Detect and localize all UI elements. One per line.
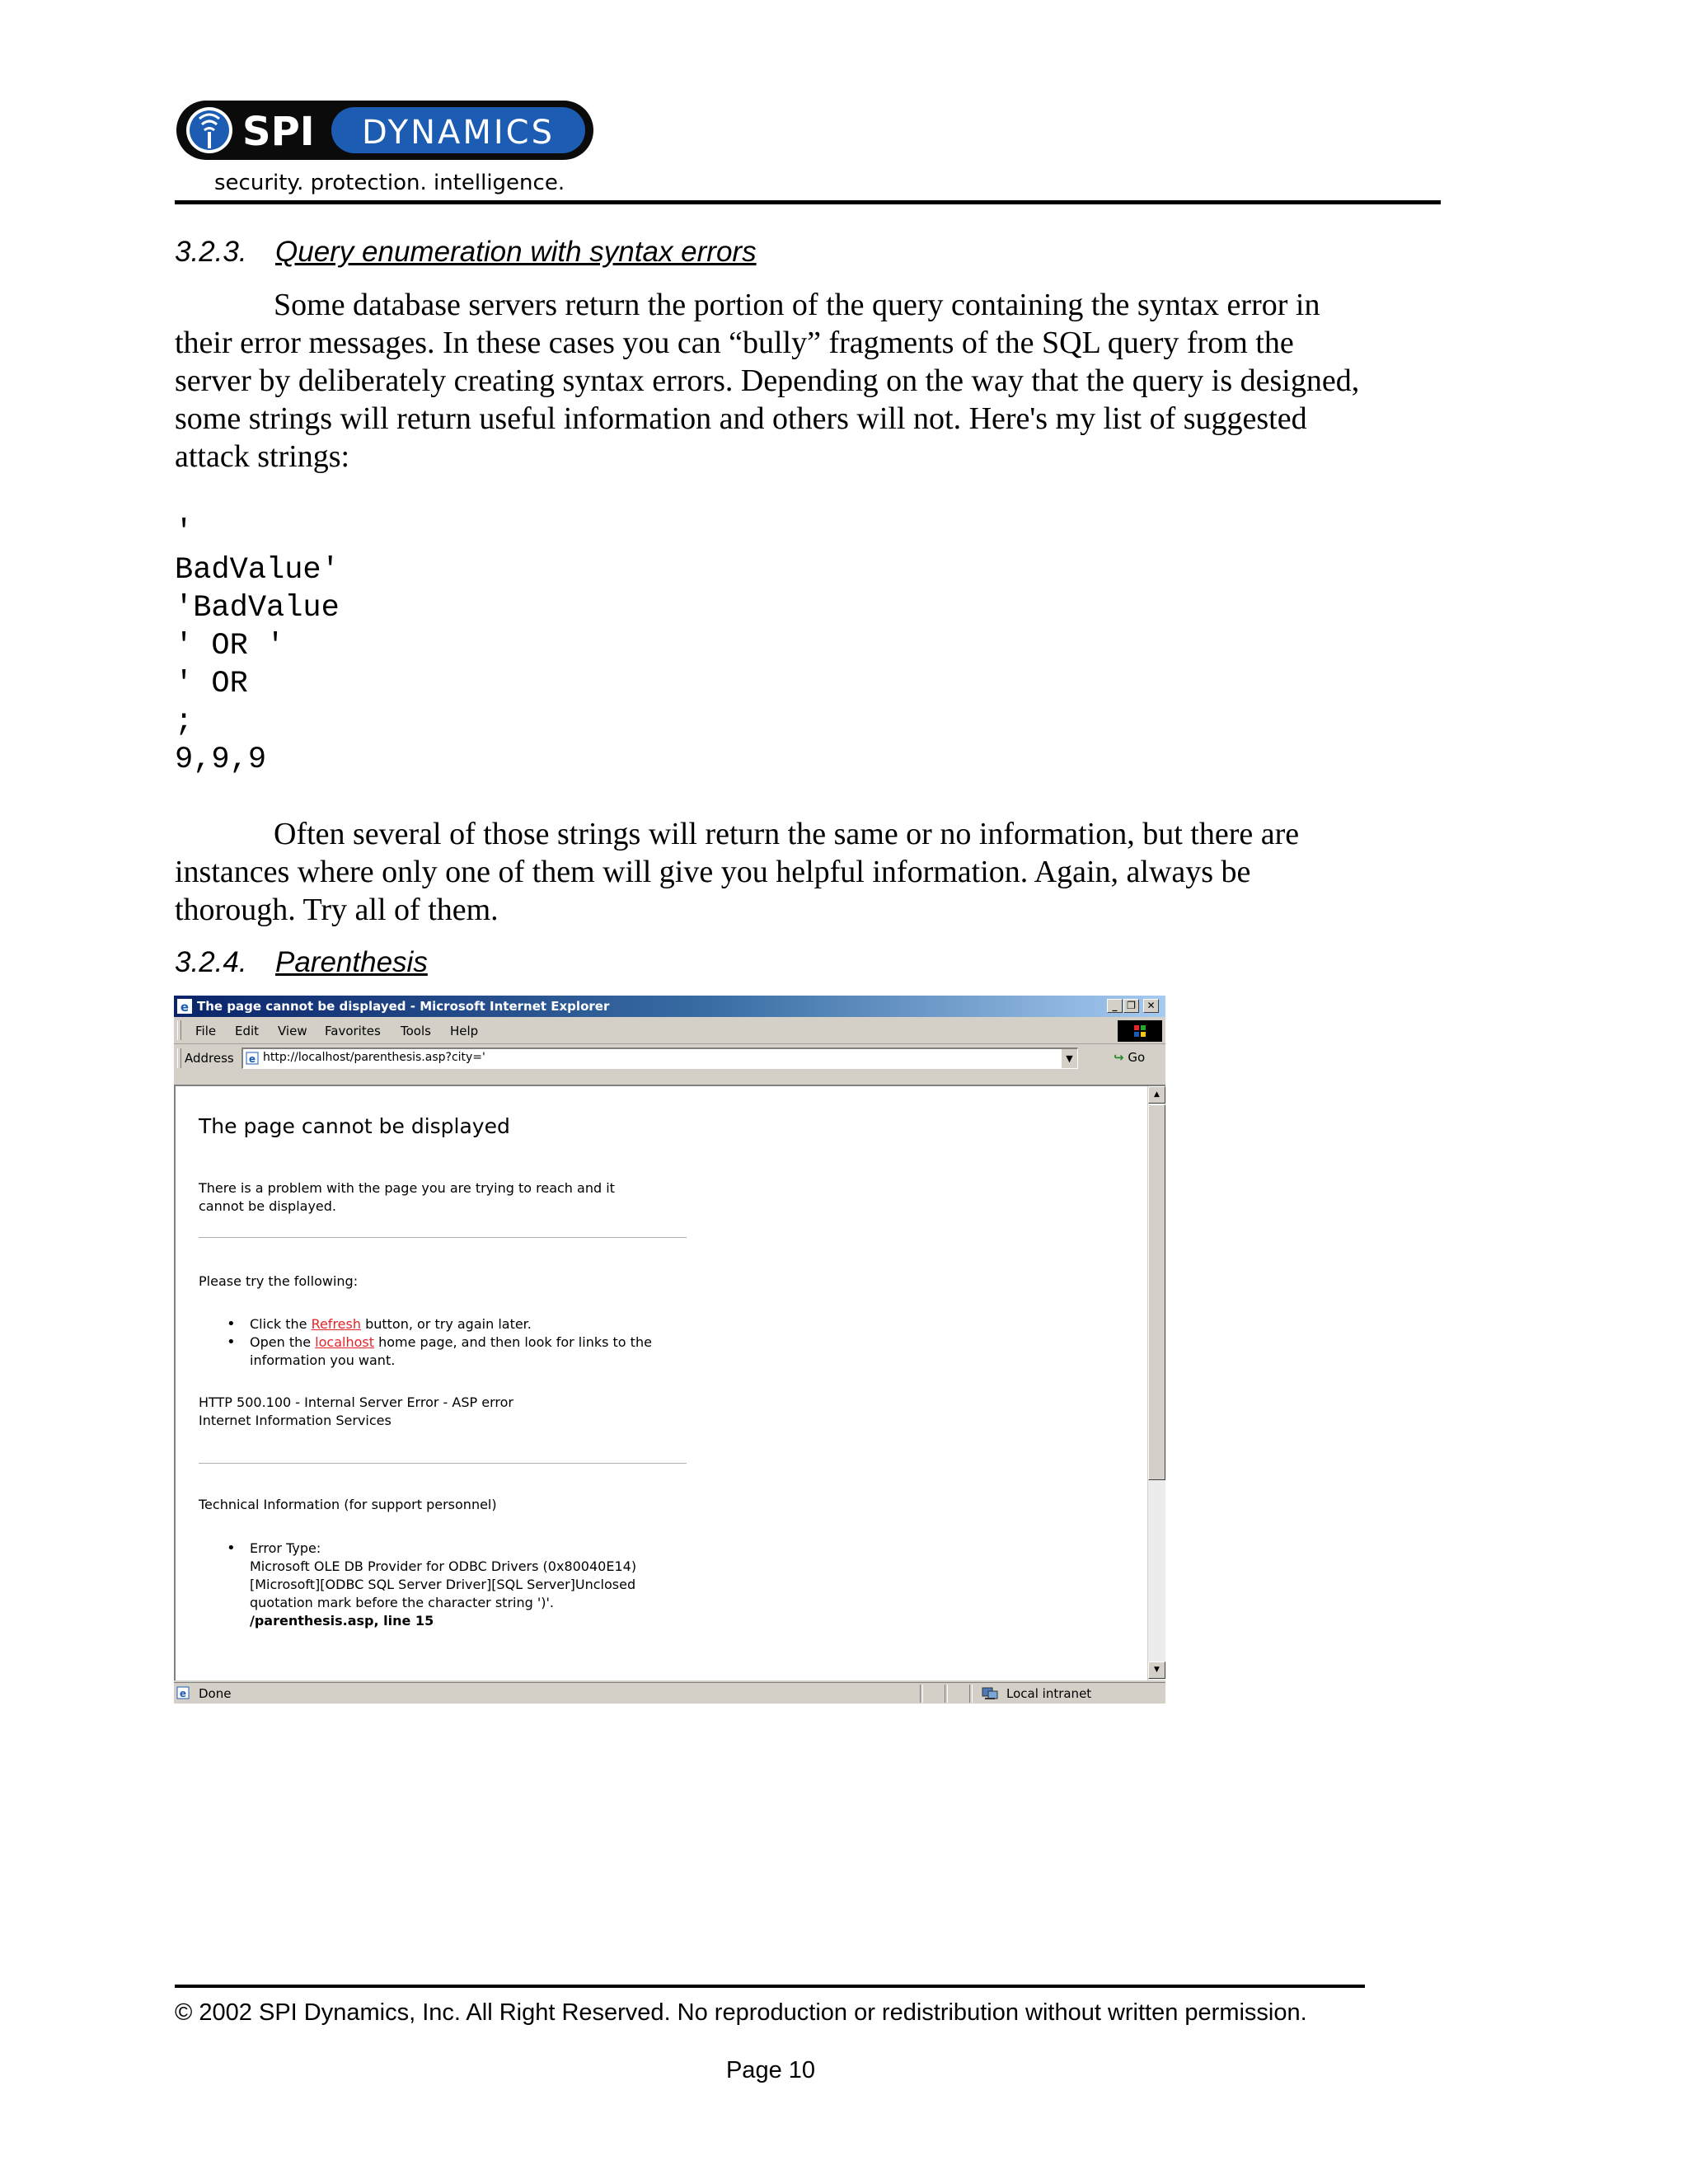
tech-info-heading: Technical Information (for support personnel) [199,1497,497,1512]
bullet-refresh [250,1315,532,1333]
error-type-label: Error Type: [250,1540,321,1556]
windows-logo-icon [1118,1020,1162,1042]
address-url: http://localhost/parenthesis.asp?city=' [263,1051,485,1064]
bullet-icon: • [227,1315,236,1333]
attack-string: 9,9,9 [175,743,267,777]
scroll-thumb[interactable] [1148,1104,1165,1480]
footer-copyright: © 2002 SPI Dynamics, Inc. All Right Reserved. No reproduction or redistribution without written permission. [175,1999,1307,2026]
attack-string: 'BadValue [175,591,340,626]
svg-text:e: e [179,1688,187,1699]
vertical-scrollbar[interactable] [1147,1086,1165,1680]
menu-view[interactable]: View [278,1024,307,1038]
paragraph-syntax-errors [175,286,1359,476]
paragraph-line: Some database servers return the portion of the query containing the syntax error in [274,288,1320,322]
logo-dynamics-text: DYNAMICS [362,114,555,152]
status-separator [969,1685,973,1703]
section-heading-324 [175,946,428,979]
error-divider [199,1237,687,1238]
menu-tools[interactable]: Tools [401,1024,431,1038]
error-page-heading: The page cannot be displayed [199,1114,510,1138]
bullet-text: Click the [250,1316,312,1332]
attack-string: BadValue' [175,553,340,588]
page-done-icon [176,1686,190,1699]
bullet-localhost [250,1333,652,1352]
paragraph-try-all [175,815,1299,929]
paragraph-line: their error messages. In these cases you can “bully” fragments of the SQL query from the [175,326,1294,360]
close-button[interactable]: ✕ [1143,999,1159,1013]
error-location: /parenthesis.asp, line 15 [250,1613,434,1629]
toolbar-grip [177,1048,181,1068]
page-number: Page 10 [725,2057,816,2083]
menu-bar [174,1017,1165,1044]
page-icon [246,1052,259,1065]
paragraph-line: instances where only one of them will give you helpful information. Again, always be [175,855,1251,889]
svg-text:e: e [180,1000,190,1014]
header-rule [175,200,1441,204]
paragraph-line: some strings will return useful information and others will not. Here's my list of suggested [175,401,1307,436]
bullet-icon: • [227,1540,236,1557]
browser-title: The page cannot be displayed - Microsoft Internet Explorer [197,999,610,1014]
menu-favorites[interactable]: Favorites [325,1024,381,1038]
paragraph-line: Often several of those strings will return the same or no information, but there are [274,817,1300,851]
paragraph-line: attack strings: [175,439,350,474]
error-detail-line: [Microsoft][ODBC SQL Server Driver][SQL Server]Unclosed [250,1577,636,1592]
footer-rule [175,1985,1365,1988]
try-heading: Please try the following: [199,1273,359,1289]
local-intranet-icon [982,1686,998,1701]
paragraph-line: server by deliberately creating syntax errors. Depending on the way that the query is designed, [175,363,1360,398]
address-bar [174,1044,1165,1072]
browser-window [174,996,1165,1704]
section-number-323: 3.2.3. [175,236,247,268]
toolbar-grip [177,1020,181,1040]
browser-title-bar [174,996,1165,1017]
logo-tagline: security. protection. intelligence. [214,171,565,195]
status-text: Done [199,1686,232,1701]
iis-label: Internet Information Services [199,1413,392,1428]
bullet-icon: • [227,1333,236,1351]
scroll-up-button[interactable]: ▲ [1148,1086,1165,1104]
error-intro-line: There is a problem with the page you are trying to reach and it [199,1180,615,1196]
error-detail-line: Microsoft OLE DB Provider for ODBC Drivers (0x80040E14) [250,1558,637,1574]
status-separator [945,1685,948,1703]
minimize-button[interactable]: _ [1107,999,1123,1013]
maximize-button[interactable]: ❐ [1123,999,1139,1013]
error-divider [199,1463,687,1464]
attack-string: ' [175,515,194,550]
address-label: Address [185,1051,234,1066]
bullet-text: home page, and then look for links to the [374,1334,652,1350]
status-bar [174,1682,1165,1704]
go-arrow-icon: ↪ [1114,1050,1124,1065]
http-error-code: HTTP 500.100 - Internal Server Error - ASP error [199,1394,513,1410]
go-button[interactable] [1114,1050,1145,1065]
internet-explorer-icon [177,999,192,1014]
menu-help[interactable]: Help [450,1024,479,1038]
address-input[interactable] [241,1047,1078,1069]
error-intro-line: cannot be displayed. [199,1198,337,1214]
browser-content [174,1085,1165,1680]
svg-text:e: e [248,1053,256,1065]
address-dropdown-button[interactable]: ▼ [1061,1049,1077,1068]
section-number-324: 3.2.4. [175,946,247,978]
localhost-link[interactable]: localhost [315,1334,374,1350]
attack-string: ' OR ' [175,629,285,663]
section-title-324: Parenthesis [275,946,428,978]
security-zone-text: Local intranet [1006,1686,1092,1701]
section-heading-323 [175,236,757,269]
menu-edit[interactable]: Edit [235,1024,260,1038]
bullet-continuation: information you want. [250,1352,396,1368]
status-separator [920,1685,923,1703]
logo-spi-text: SPI [242,109,315,155]
bullet-text: button, or try again later. [360,1316,532,1332]
paragraph-line: thorough. Try all of them. [175,893,499,927]
go-label: Go [1128,1050,1146,1065]
attack-string: ; [175,705,194,739]
refresh-link[interactable]: Refresh [311,1316,361,1332]
bullet-text: Open the [250,1334,316,1350]
spi-dynamics-logo [175,99,595,198]
menu-file[interactable]: File [195,1024,217,1038]
section-title-323: Query enumeration with syntax errors [275,236,757,268]
attack-string: ' OR [175,667,248,701]
scroll-down-button[interactable]: ▼ [1148,1661,1165,1679]
error-detail-line: quotation mark before the character string ')'. [250,1595,554,1610]
